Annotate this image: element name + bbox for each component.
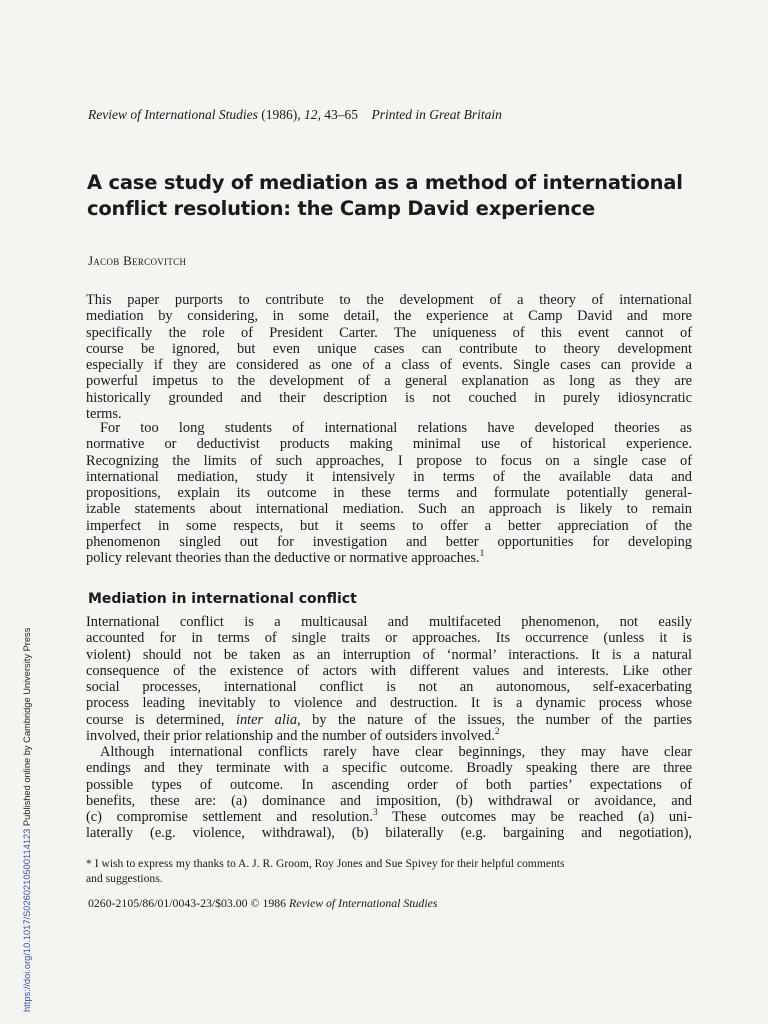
- text-line: izable statements about international mediation. Such an approach is likely to remain: [86, 501, 692, 518]
- title-line: conflict resolution: the Camp David experience: [87, 197, 595, 220]
- text-line: laterally (e.g. violence, withdrawal), (b) bilaterally (e.g. bargaining and negotiation),: [86, 825, 692, 842]
- text-line: [86, 550, 692, 566]
- text-line: social processes, international conflict is not an autonomous, self-exacerbating: [86, 679, 692, 695]
- article-title: [87, 170, 702, 222]
- footnote-ref: 2: [494, 726, 500, 737]
- text-line: mediation by considering, in some detail, the experience at Camp David and more: [86, 308, 692, 325]
- text-fragment: These outcomes may be reached (a) uni-: [392, 809, 692, 825]
- text-line: benefits, these are: (a) dominance and imposition, (b) withdrawal or avoidance, and: [86, 792, 692, 809]
- journal-name: Review of International Studies: [88, 107, 258, 122]
- text-fragment: involved, their prior relationship and the number of outsiders involved.: [86, 727, 495, 744]
- paragraph-2: [86, 420, 692, 566]
- text-line: possible types of outcome. In ascending order of both parties’ expectations of: [86, 776, 692, 793]
- paragraph-1: [86, 292, 692, 422]
- text-line: [86, 809, 692, 825]
- journal-year: (1986),: [261, 107, 301, 122]
- text-line: Recognizing the limits of such approaches, I propose to focus on a single case of: [86, 452, 692, 469]
- title-line: A case study of mediation as a method of international: [87, 171, 683, 194]
- publisher-note: Published online by Cambridge University Press: [22, 627, 32, 829]
- author-name: Jacob Bercovitch: [88, 253, 187, 268]
- footnote-line: * I wish to express my thanks to A. J. R. Groom, Roy Jones and Sue Spivey for their helpful comments: [86, 857, 565, 870]
- footnote-ref: 3: [372, 808, 378, 819]
- journal-citation: [88, 107, 688, 123]
- text-line: process leading inevitably to violence and destruction. It is a dynamic process whose: [86, 695, 692, 712]
- text-line: terms.: [86, 405, 122, 422]
- text-line: Although international conflicts rarely have clear beginnings, they may have clear: [100, 744, 692, 760]
- printed-in: Printed in Great Britain: [371, 107, 502, 122]
- latin-phrase: inter alia,: [235, 711, 301, 728]
- text-fragment: policy relevant theories than the deductive or normative approaches.: [86, 550, 480, 566]
- footnote-ref: 1: [479, 549, 485, 560]
- text-line: specifically the role of President Carter. The uniqueness of this event cannot of: [86, 324, 692, 341]
- text-fragment: (c) compromise settlement and resolution.: [86, 809, 373, 825]
- paragraph-3: [86, 614, 692, 744]
- copyright-journal: Review of International Studies: [289, 896, 438, 910]
- copyright-line: [88, 896, 437, 911]
- text-line: accounted for in terms of single traits or approaches. Its occurrence (unless it is: [86, 630, 692, 647]
- acknowledgement-footnote: [86, 856, 692, 886]
- text-line: powerful impetus to the development of a general explanation as long as they are: [86, 373, 692, 390]
- footnote-line: and suggestions.: [86, 872, 163, 885]
- section-heading: Mediation in international conflict: [88, 591, 357, 607]
- copyright-code: 0260-2105/86/01/0043-23/$03.00 © 1986: [88, 896, 287, 910]
- text-line: phenomenon singled out for investigation and better opportunities for developing: [86, 533, 692, 550]
- doi-link[interactable]: https://doi.org/10.1017/S0260210500114123: [22, 828, 32, 1012]
- doi-sidebar: [22, 628, 32, 1012]
- text-line: For too long students of international relations have developed theories as: [100, 420, 692, 436]
- text-line: normative or deductivist products making minimal use of historical experience.: [86, 436, 692, 453]
- journal-pages: 43–65: [324, 107, 358, 122]
- text-fragment: by the nature of the issues, the number of the parties: [312, 711, 692, 728]
- text-fragment: course is determined,: [86, 711, 225, 728]
- paragraph-4: [86, 744, 692, 842]
- text-line: historically grounded and their description is not couched in purely idiosyncratic: [86, 389, 692, 406]
- text-line: imperfect in some respects, but it seems to offer a better appreciation of the: [86, 517, 692, 534]
- text-line: violent) should not be taken as an interruption of ‘normal’ interactions. It is a natural: [86, 646, 692, 663]
- text-line: [86, 712, 692, 728]
- text-line: especially if they are considered as one of a class of events. Single cases can provide a: [86, 357, 692, 373]
- text-line: consequence of the existence of actors with different values and interests. Like other: [86, 662, 692, 679]
- text-line: International conflict is a multicausal and multifaceted phenomenon, not easily: [86, 614, 692, 630]
- text-line: propositions, explain its outcome in these terms and formulate potentially general-: [86, 485, 692, 501]
- journal-volume: 12,: [303, 107, 321, 122]
- text-line: international mediation, study it intensively in terms of the available data and: [86, 468, 692, 485]
- text-line: This paper purports to contribute to the development of a theory of international: [86, 292, 692, 308]
- text-line: [86, 728, 692, 744]
- text-line: endings and they terminate with a specific outcome. Broadly speaking there are three: [86, 760, 692, 777]
- text-line: course be ignored, but even unique cases can contribute to theory development: [86, 340, 692, 357]
